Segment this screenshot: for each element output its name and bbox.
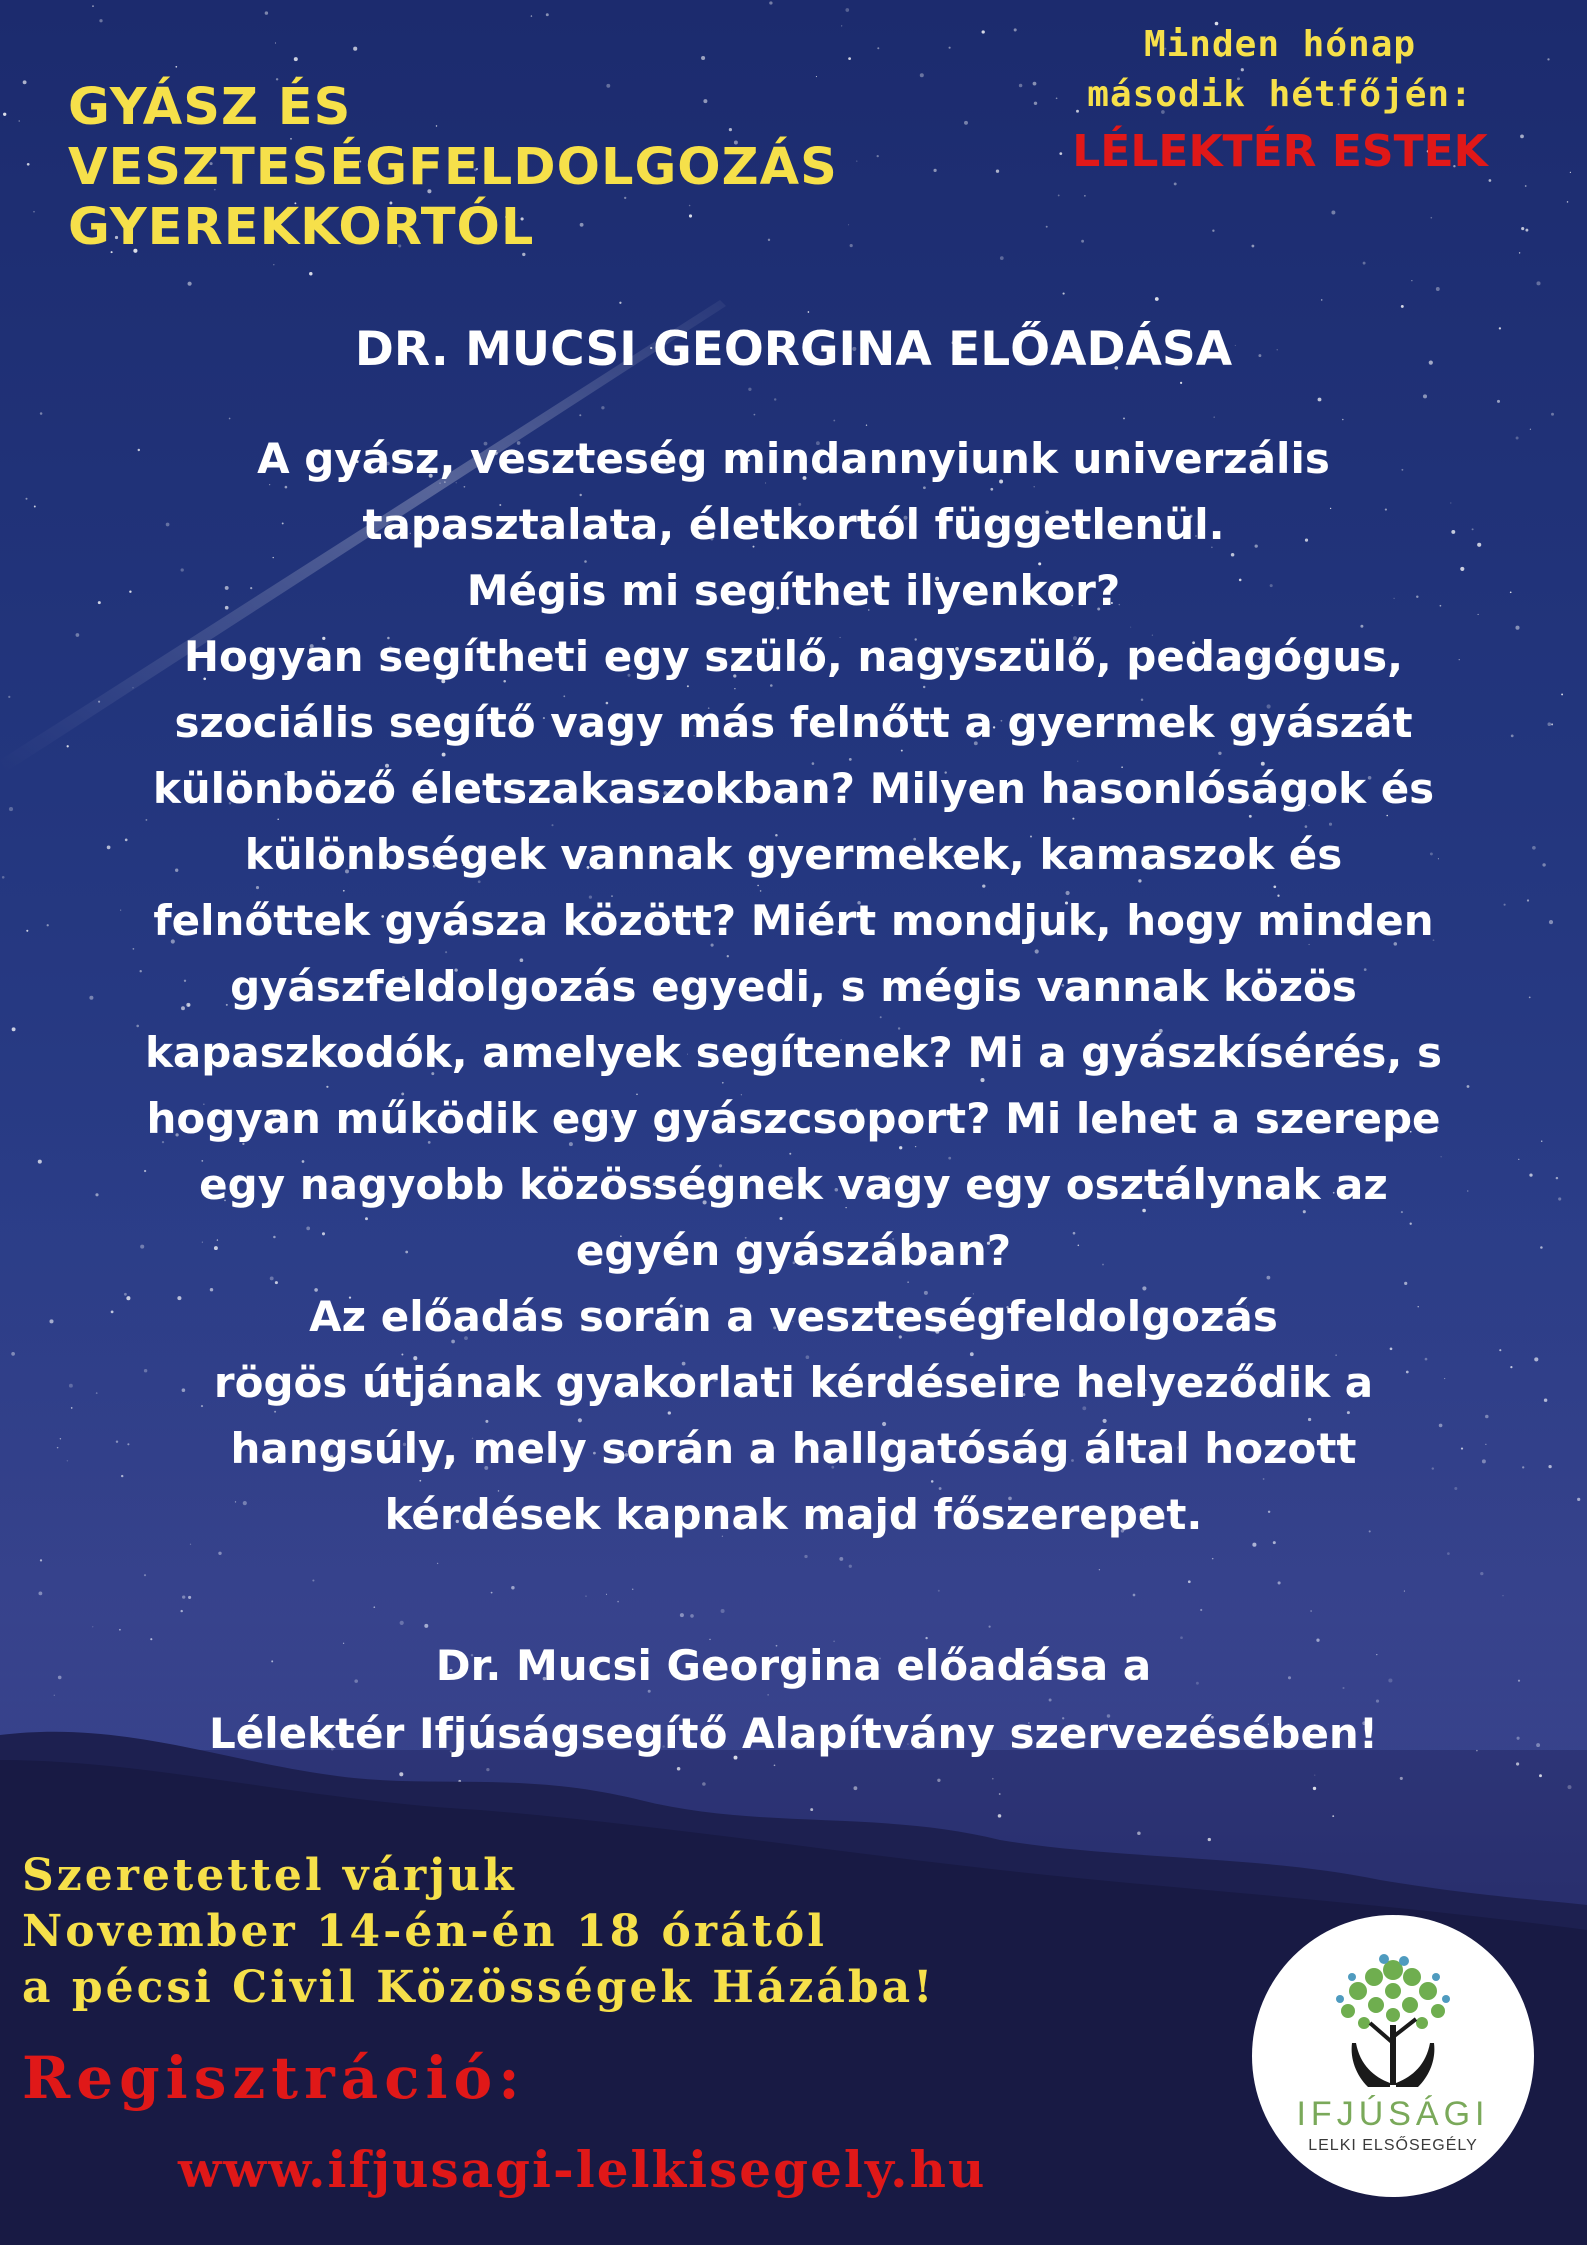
star — [999, 1793, 1001, 1795]
star — [1536, 281, 1540, 285]
series-name: LÉLEKTÉR ESTEK — [1072, 126, 1488, 177]
organization-logo — [1252, 1915, 1534, 2197]
description-line: rögös útjának gyakorlati kérdéseire helyeződik a — [213, 1358, 1374, 1407]
star — [1084, 195, 1085, 196]
star — [531, 15, 532, 16]
schedule-line-1: Minden hónap — [1143, 24, 1417, 65]
title-line: GYEREKKORTÓL — [68, 198, 535, 257]
star — [949, 47, 951, 49]
star — [1551, 413, 1554, 416]
star — [937, 1779, 940, 1782]
description-line: gyászfeldolgozás egyedi, s mégis vannak közös — [230, 962, 1357, 1011]
star — [1570, 172, 1571, 173]
description-line: egyén gyászában? — [575, 1226, 1012, 1275]
star — [1081, 240, 1084, 243]
star — [998, 1814, 1002, 1818]
description-line: Hogyan segítheti egy szülő, nagyszülő, pedagógus, — [183, 632, 1404, 681]
star — [1521, 227, 1524, 230]
star — [273, 264, 274, 265]
star — [26, 930, 28, 932]
star — [294, 57, 298, 61]
star — [229, 418, 231, 420]
star — [1318, 398, 1322, 402]
star — [1321, 299, 1323, 301]
organizer-credit — [0, 1632, 1587, 1768]
star — [748, 388, 751, 391]
star — [1547, 58, 1549, 60]
star — [309, 272, 312, 275]
invite-line: Szeretettel várjuk — [22, 1850, 517, 1901]
invite-venue: a pécsi Civil Közösségek Házába! — [22, 1962, 936, 2013]
star — [1549, 920, 1553, 924]
star — [353, 47, 357, 51]
star — [1208, 1838, 1211, 1841]
star — [1497, 400, 1500, 403]
description-line: tapasztalata, életkortól függetlenül. — [362, 500, 1225, 549]
description-line: A gyász, veszteség mindannyiunk univerzális — [257, 434, 1330, 483]
star — [1423, 394, 1427, 398]
star — [619, 302, 621, 304]
star — [27, 163, 30, 166]
schedule-line-2: második hétfőjén: — [1087, 74, 1473, 115]
star — [1213, 416, 1215, 418]
event-description — [40, 426, 1547, 1548]
description-line: Az előadás során a veszteségfeldolgozás — [309, 1292, 1278, 1341]
star — [3, 113, 6, 116]
star — [1251, 245, 1254, 248]
star — [992, 1778, 994, 1780]
star — [1567, 201, 1569, 203]
star — [1331, 211, 1335, 215]
invitation-details — [22, 1848, 1122, 2016]
schedule-note — [1020, 20, 1540, 184]
star — [1568, 1785, 1572, 1789]
star — [1313, 1787, 1316, 1790]
star — [1123, 417, 1125, 419]
invite-date-time: November 14-én-én 18 órától — [22, 1906, 827, 1957]
star — [92, 5, 94, 7]
star — [34, 506, 36, 508]
star — [40, 412, 43, 415]
star — [810, 1808, 813, 1811]
star — [754, 414, 756, 416]
star — [877, 47, 879, 49]
star — [2, 876, 5, 879]
star — [1436, 287, 1440, 291]
star — [33, 211, 35, 213]
star — [853, 1786, 857, 1790]
registration-link[interactable]: www.ifjusagi-lelkisegely.hu — [178, 2140, 987, 2199]
star — [1551, 723, 1553, 725]
star — [99, 19, 102, 22]
star — [1363, 262, 1366, 265]
star — [1063, 293, 1065, 295]
description-line: kapaszkodók, amelyek segítenek? Mi a gyászkísérés, s — [144, 1028, 1443, 1077]
description-line: egy nagyobb közösségnek vagy egy osztálynak az — [199, 1160, 1388, 1209]
star — [1548, 722, 1552, 726]
star — [848, 57, 851, 60]
star — [1401, 305, 1404, 308]
credit-line: Dr. Mucsi Georgina előadása a — [435, 1641, 1152, 1690]
star — [1411, 280, 1412, 281]
speaker-heading: DR. MUCSI GEORGINA ELŐADÁSA — [354, 322, 1233, 377]
star — [1058, 194, 1060, 196]
star — [8, 696, 10, 698]
star — [1431, 217, 1433, 219]
star — [996, 170, 999, 173]
star — [23, 80, 27, 84]
star — [982, 30, 985, 33]
logo-text-main: IFJÚSÁGI — [1296, 2095, 1490, 2133]
star — [175, 66, 177, 68]
star — [1046, 226, 1048, 228]
star — [920, 73, 924, 77]
star — [1342, 419, 1344, 421]
description-line: felnőttek gyásza között? Miért mondjuk, hogy minden — [153, 896, 1434, 945]
star — [1137, 1831, 1141, 1835]
star — [1525, 229, 1528, 232]
star — [774, 398, 776, 400]
star — [1561, 693, 1563, 695]
star — [19, 120, 20, 121]
star — [12, 1027, 16, 1031]
event-title — [68, 78, 968, 258]
star — [601, 406, 604, 409]
description-line: hogyan működik egy gyászcsoport? Mi lehet a szerepe — [146, 1094, 1441, 1143]
star — [808, 311, 810, 313]
title-line: VESZTESÉGFELDOLGOZÁS — [68, 138, 838, 197]
description-line: különbségek vannak gyermekek, kamaszok és — [244, 830, 1343, 879]
star — [1212, 230, 1214, 232]
star — [486, 1768, 489, 1771]
star — [841, 25, 842, 26]
star — [188, 282, 192, 286]
star — [701, 56, 705, 60]
description-line: Mégis mi segíthet ilyenkor? — [466, 566, 1121, 615]
star — [1539, 1774, 1542, 1777]
star — [1180, 382, 1182, 384]
star — [1400, 1777, 1403, 1780]
description-line: szociális segítő vagy más felnőtt a gyermek gyászát — [174, 698, 1413, 747]
star — [1525, 185, 1527, 187]
credit-line: Lélektér Ifjúságsegítő Alapítvány szervezésében! — [209, 1709, 1378, 1758]
star — [265, 11, 268, 14]
star — [816, 76, 817, 77]
star — [399, 1772, 403, 1776]
star — [26, 498, 28, 500]
star — [1332, 1815, 1334, 1817]
description-line: különböző életszakaszokban? Milyen hasonlóságok és — [152, 764, 1435, 813]
star — [1000, 256, 1004, 260]
star — [769, 1, 772, 4]
description-line: kérdések kapnak majd főszerepet. — [384, 1490, 1203, 1539]
description-line: hangsúly, mely során a hallgatóság által hozott — [230, 1424, 1357, 1473]
registration-label: Regisztráció: — [22, 2044, 526, 2112]
star — [275, 42, 276, 43]
title-line: GYÁSZ ÉS — [68, 78, 352, 137]
star — [546, 13, 549, 16]
star — [1014, 28, 1017, 31]
star — [579, 414, 581, 416]
star — [1314, 1775, 1315, 1776]
star — [1519, 252, 1520, 253]
star — [702, 1782, 706, 1786]
star — [845, 8, 849, 12]
star — [1155, 297, 1159, 301]
star — [833, 420, 835, 422]
logo-text-sub: LELKI ELSŐSEGÉLY — [1308, 2137, 1478, 2154]
star — [9, 807, 13, 811]
